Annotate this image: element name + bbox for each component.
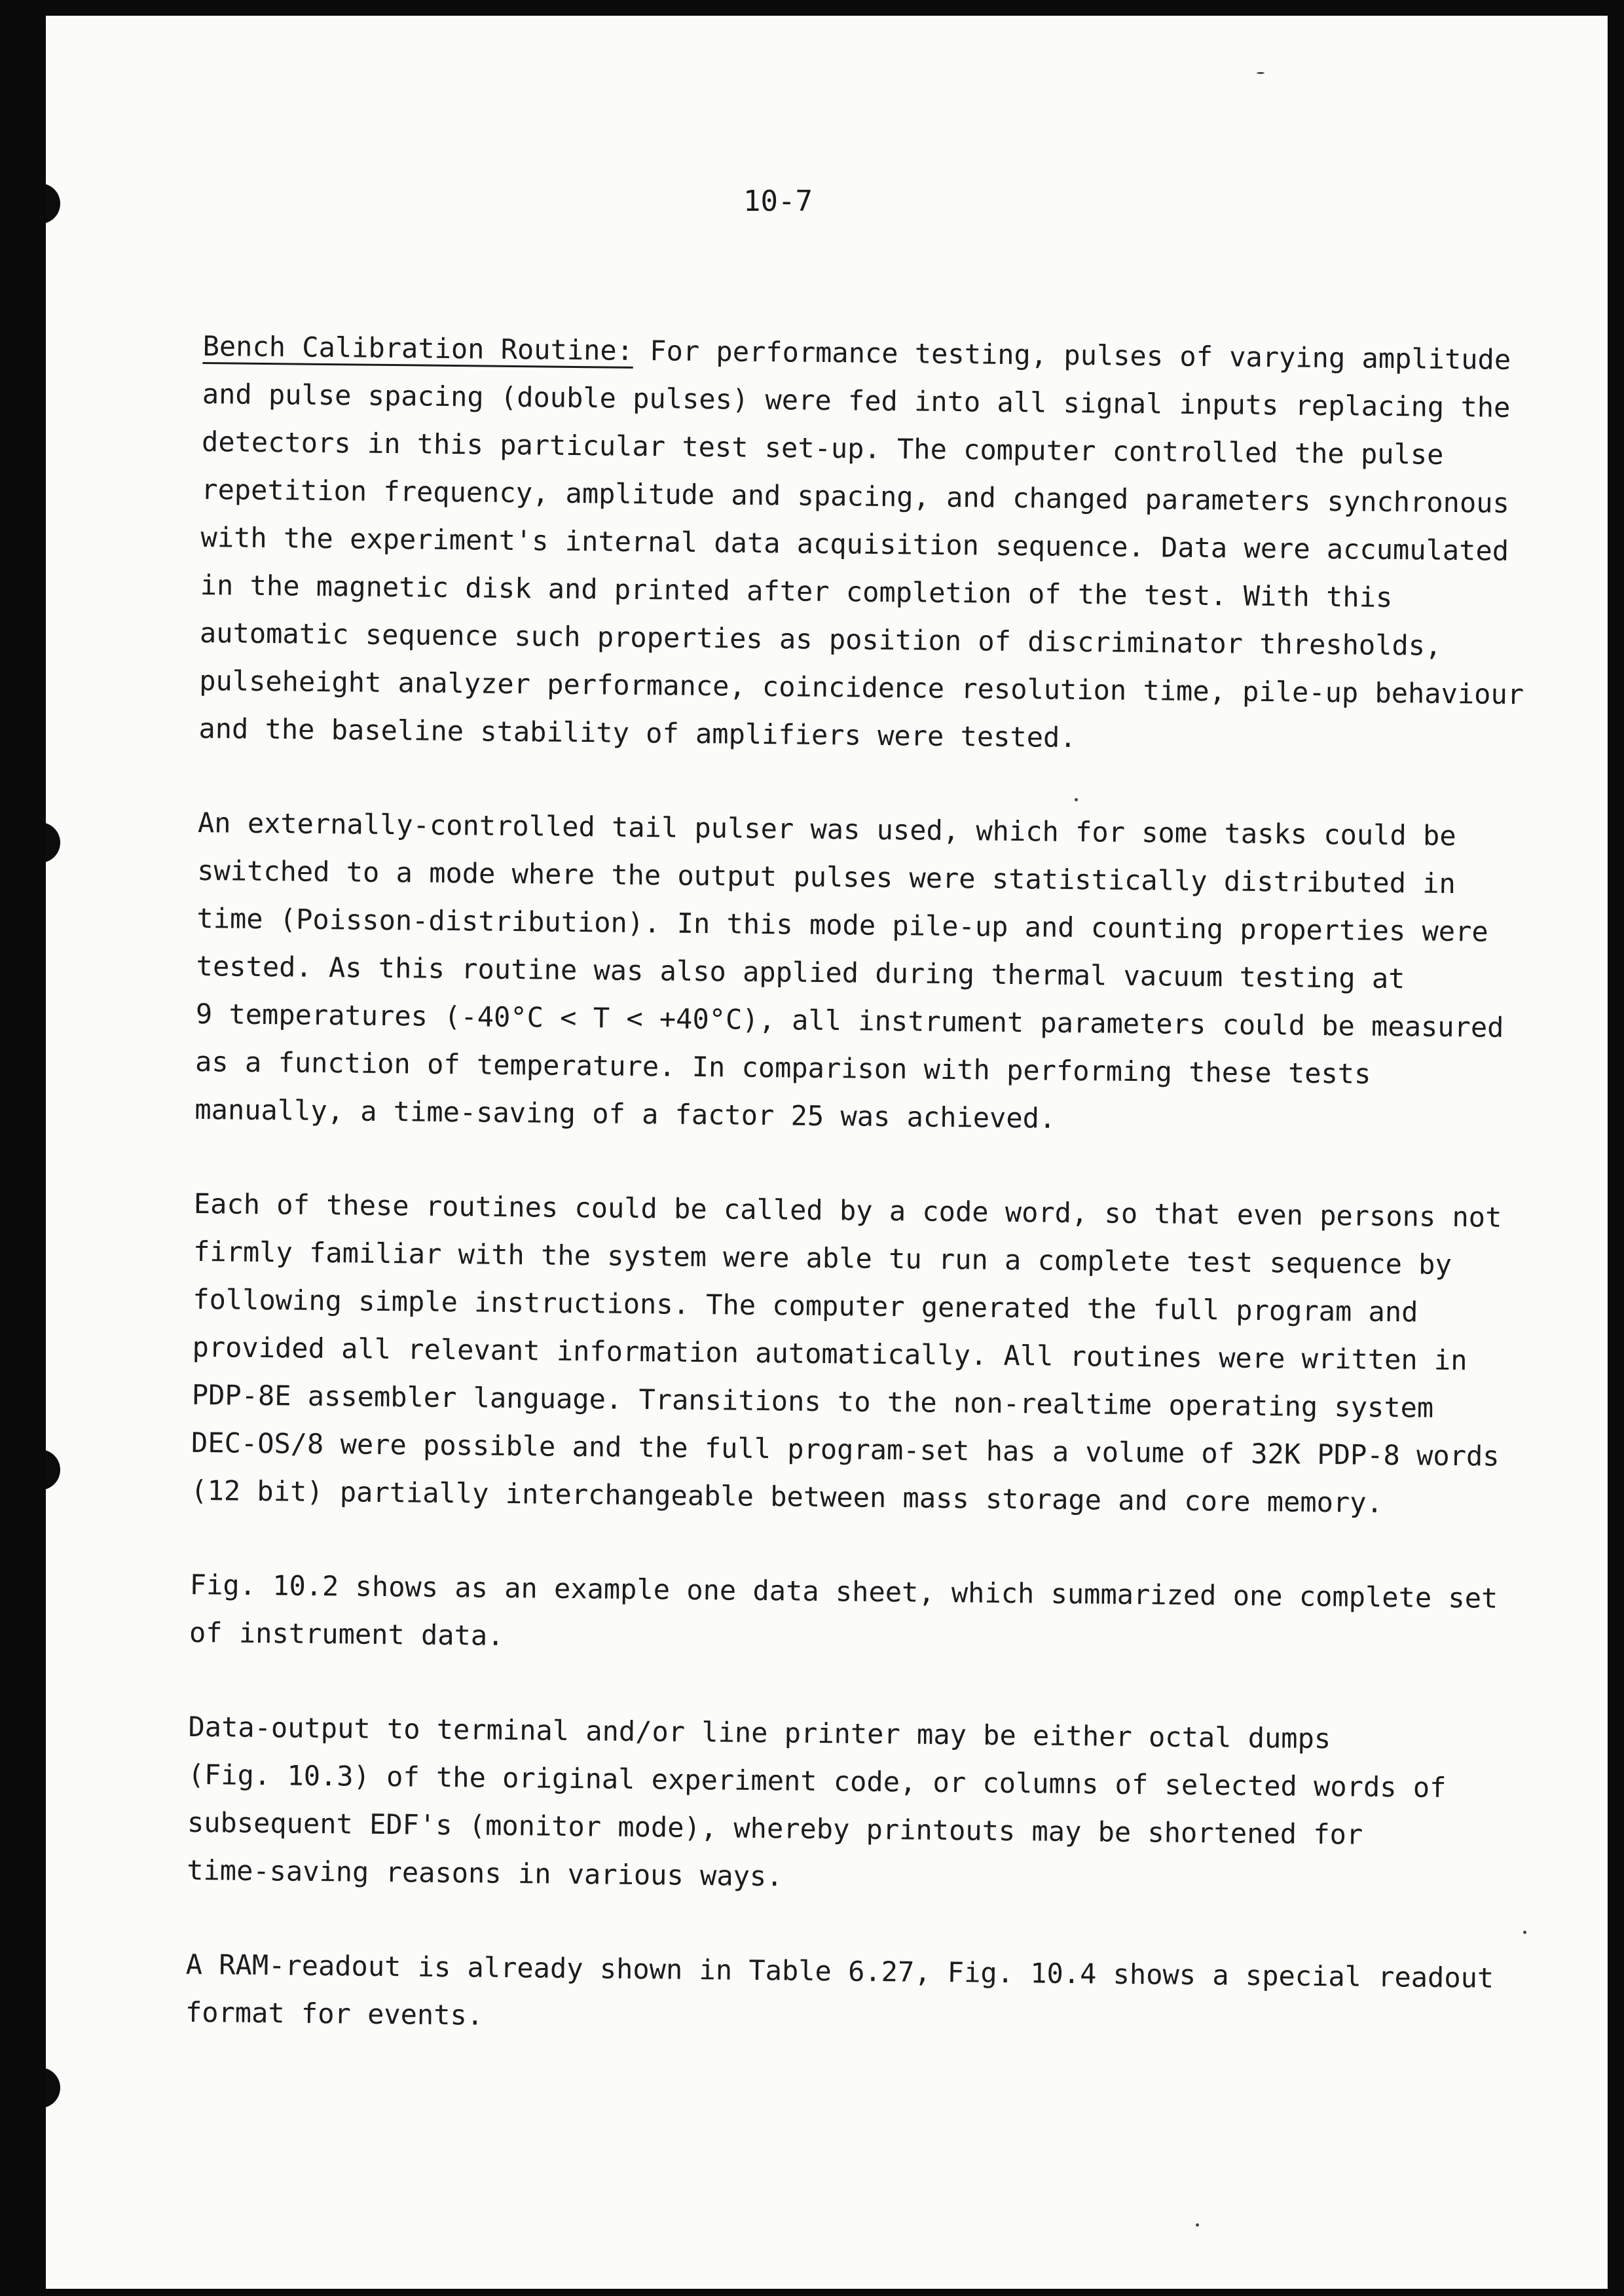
punch-hole bbox=[46, 183, 60, 224]
paragraph-bench-calibration bbox=[198, 322, 1591, 767]
body-text bbox=[185, 322, 1591, 2097]
paragraph-data-output: Data-output to terminal and/or line printer may be either octal dumps (Fig. 10.3) of the original experiment code, or columns of selected words of subsequent EDF's (monitor mode), whereby printouts may be shortened for time-saving reasons in various ways. bbox=[186, 1710, 1447, 1893]
paragraph-tail-pulser: An externally-controlled tail pulser was used, which for some tasks could be switched to a mode where the output pulses were statistically distributed in time (Poisson-distribution). In this mode pile-up and counting properties were tested. As this routine was also applied during thermal vacuum testing at 9 temperatures (-40°C < T < +40°C), all instrument parameters could be measured as a function of temperature. In comparison with performing these tests manually, a time-saving of a factor 25 was achieved. bbox=[194, 806, 1504, 1135]
paragraph-text: For performance testing, pulses of varying amplitude and pulse spacing (double pulses) were fed into all signal inputs replacing the detectors in this particular test set-up. The computer controlled the pulse repetition frequency, amplitude and spacing, and changed parameters synchronous with the experiment's internal data acquisition sequence. Data were accumulated in the magnetic disk and printed after completion of the test. With this automatic sequence such properties as position of discriminator thresholds, pulseheight analyzer performance, coincidence resolution time, pile-up behaviour and the baseline stability of amplifiers were tested. bbox=[198, 334, 1524, 754]
page-number: 10-7 bbox=[743, 185, 813, 218]
punch-hole bbox=[46, 2068, 60, 2108]
section-heading: Bench Calibration Routine: bbox=[202, 329, 634, 367]
scan-speck bbox=[1257, 72, 1264, 74]
paragraph-code-words: Each of these routines could be called by a code word, so that even persons not firmly familiar with the system were able tu run a complete test sequence by following simple instructions. The computer generated the full program and provided all relevant information automatically. All routines were written in PDP-8E assembler language. Transitions to the non-realtime operating system DEC-OS/8 were possible and the full program-set has a volume of 32K PDP-8 words (12 bit) partially interchangeable between mass storage and core memory. bbox=[191, 1187, 1502, 1519]
punch-hole bbox=[46, 1449, 60, 1490]
scan-speck bbox=[1196, 2223, 1199, 2227]
punch-hole bbox=[46, 822, 60, 863]
paragraph-ram-readout: A RAM-readout is already shown in Table 6.27, Fig. 10.4 shows a special readout format for events. bbox=[185, 1948, 1494, 2032]
document-page bbox=[46, 16, 1608, 2289]
paragraph-data-sheet: Fig. 10.2 shows as an example one data sheet, which summarized one complete set of instrument data. bbox=[189, 1568, 1498, 1652]
